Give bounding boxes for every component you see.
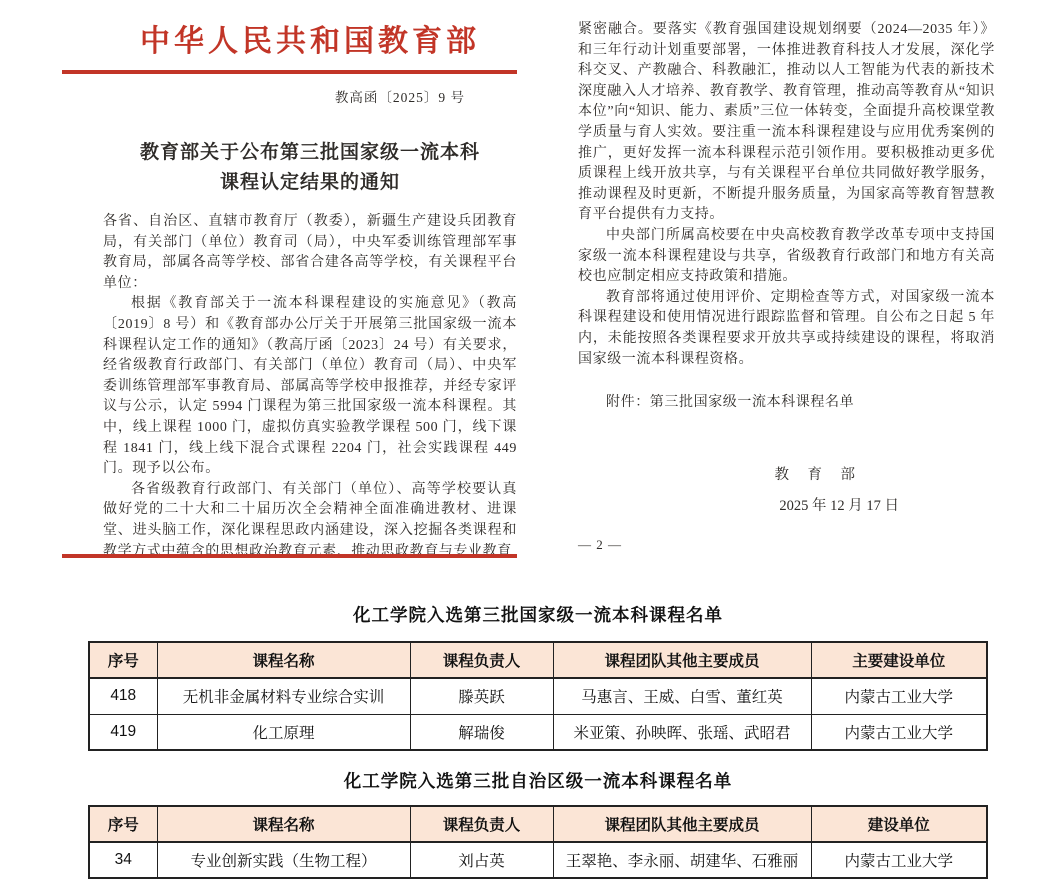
document-paragraph: 教育部将通过使用评价、定期检查等方式，对国家级一流本科课程建设和使用情况进行跟踪监督和管理。自公布之日起 5 年内，未能按照各类课程要求开放共享或持续建设的课程，将取消国家级一流本科课程资格。 (578, 289, 995, 367)
column-header: 课程名称 (157, 806, 410, 842)
notice-page-1-content (62, 86, 517, 562)
notice-title-line-2: 课程认定结果的通知 (219, 172, 400, 193)
document-paragraph: 根据《教育部关于一流本科课程建设的实施意见》（教高〔2019〕8 号）和《教育部办公厅关于开展第三批国家级一流本科课程认定工作的通知》（教高厅函〔2023〕24 号）有关要求，经省级教育行政部门、有关部门（单位）教育司（局）、中央军委训练管理部军事教育局、部属高等学校申报推荐，并经专家评议与公示，认定 5994 门课程为第三批国家级一流本科课程。其中，线上课程 1000 门，虚拟仿真实验教学课程 500 门，线下课程 1841 门，线上线下混合式课程 2204 门，社会实践课程 449 门。现予以公布。 (103, 296, 517, 477)
table-cell: 内蒙古工业大学 (811, 842, 987, 878)
document-paragraph: 各省、自治区、直辖市教育厅（教委），新疆生产建设兵团教育局，有关部门（单位）教育司（局），中央军委训练管理部军事教育局，部属各高等学校、部省合建各高等学校，有关课程平台单位： (103, 214, 517, 291)
table-cell: 无机非金属材料专业综合实训 (157, 678, 410, 714)
table-cell: 418 (89, 678, 157, 714)
column-header: 课程团队其他主要成员 (553, 642, 811, 678)
footer-double-rule (62, 554, 517, 558)
regional-course-table (88, 805, 988, 879)
notice-title-line-1: 教育部关于公布第三批国家级一流本科 (139, 142, 480, 163)
agency-title: 中华人民共和国教育部 (140, 25, 480, 58)
table-cell: 化工原理 (157, 714, 410, 750)
notice-body-page-2 (578, 20, 995, 370)
column-header: 课程负责人 (410, 806, 553, 842)
issuing-agency: 教 育 部 (774, 467, 857, 484)
notice-body-page-1 (103, 212, 517, 562)
column-header: 课程名称 (157, 642, 410, 678)
column-header: 主要建设单位 (811, 642, 987, 678)
table-header-row (89, 806, 987, 842)
table-cell: 专业创新实践（生物工程） (157, 842, 410, 878)
column-header: 序号 (89, 642, 157, 678)
course-list-section (88, 598, 988, 879)
notice-page-1 (62, 16, 517, 562)
attachment-line: 附件：第三批国家级一流本科课程名单 (606, 395, 855, 411)
table-cell: 34 (89, 842, 157, 878)
notice-title (103, 138, 517, 198)
column-header: 序号 (89, 806, 157, 842)
table-cell: 419 (89, 714, 157, 750)
column-header: 建设单位 (811, 806, 987, 842)
page-number: — 2 — (578, 537, 622, 553)
table-row (89, 842, 987, 878)
document-paragraph: 紧密融合。要落实《教育强国建设规划纲要（2024—2035 年）》和三年行动计划重要部署，一体推进教育科技人才发展，深化学科交叉、产教融合、科教融汇，推动以人工智能为代表的新技术深度融入人才培养、教育教学、教育管理，推动高等教育从“知识本位”向“知识、能力、素质”三位一体转变，全面提升高校课堂教学质量与育人实效。要注重一流本科课程建设与应用优秀案例的推广，更好发挥一流本科课程示范引领作用。要积极推动更多优质课程上线开放共享，与有关课程平台单位共同做好教学服务，推动课程及时更新，不断提升服务质量，为国家高等教育智慧教育平台提供有力支持。 (578, 22, 995, 223)
column-header: 课程负责人 (410, 642, 553, 678)
regional-course-table-title: 化工学院入选第三批自治区级一流本科课程名单 (343, 771, 733, 791)
table-cell: 刘占英 (410, 842, 553, 878)
column-header: 课程团队其他主要成员 (553, 806, 811, 842)
table-row (89, 678, 987, 714)
table-cell: 内蒙古工业大学 (811, 678, 987, 714)
header-double-rule (62, 70, 517, 74)
national-course-table (88, 641, 988, 751)
issue-date: 2025 年 12 月 17 日 (779, 498, 899, 515)
document-paragraph: 中央部门所属高校要在中央高校教育教学改革专项中支持国家级一流本科课程建设与共享，省级教育行政部门和地方有关高校也应制定相应支持政策和措施。 (578, 227, 995, 285)
national-course-table-title: 化工学院入选第三批国家级一流本科课程名单 (353, 605, 723, 625)
table-cell: 内蒙古工业大学 (811, 714, 987, 750)
table-cell: 解瑞俊 (410, 714, 553, 750)
table-cell: 滕英跃 (410, 678, 553, 714)
table-cell: 王翠艳、李永丽、胡建华、石雅丽 (553, 842, 811, 878)
document-number: 教高函〔2025〕9 号 (334, 90, 465, 105)
signature-block (578, 463, 995, 515)
table-cell: 米亚策、孙映晖、张瑶、武昭君 (553, 714, 811, 750)
notice-page-2 (578, 20, 995, 553)
document-paragraph: 各省级教育行政部门、有关部门（单位）、高等学校要认真做好党的二十大和二十届历次全会精神全面准确进教材、进课堂、进头脑工作，深化课程思政内涵建设，深入挖掘各类课程和教学方式中蕴含的思想政治教育元素，推动思政教育与专业教育 (103, 481, 517, 559)
table-header-row (89, 642, 987, 678)
table-cell: 马惠言、王威、白雪、董红英 (553, 678, 811, 714)
table-row (89, 714, 987, 750)
